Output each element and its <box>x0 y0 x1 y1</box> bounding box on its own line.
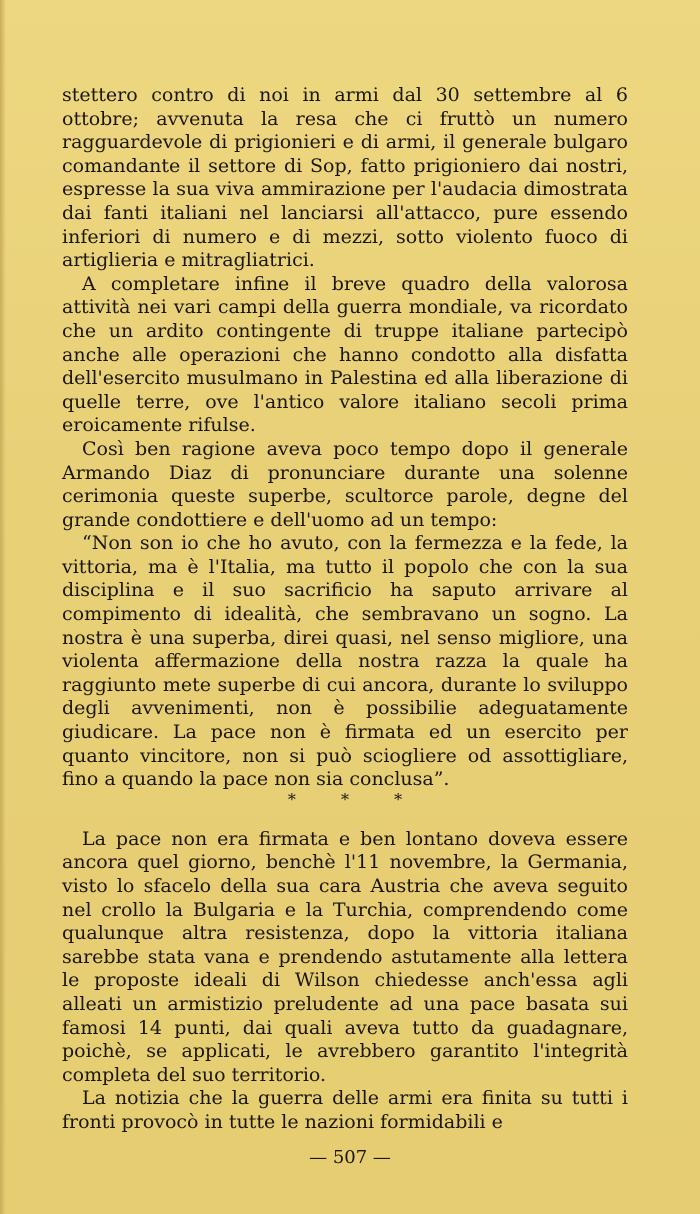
paragraph: La pace non era firmata e ben lontano doveva essere ancora quel giorno, benchè l'11 novembre, la Germania, visto lo sfacelo della sua cara Austria che aveva seguito nel crollo la Bulgaria e la Turchia, comprendendo come qualunque altra resistenza, dopo la vittoria italiana sarebbe stata vana e prendendo astutamente alla lettera le proposte ideali di Wilson chiedesse anch'essa agli alleati un armistizio preludente ad una pace basata sui famosi 14 punti, dai quali aveva tutto da guadagnare, poichè, se applicati, le avrebbero garantito l'integrità completa del suo territorio. <box>62 827 628 1086</box>
paragraph: La notizia che la guerra delle armi era finita su tutti i fronti provocò in tutte le nazioni formidabili e <box>62 1087 628 1133</box>
paragraph: A completare infine il breve quadro della valorosa attività nei vari campi della guerra mondiale, va ricordato che un ardito contingente di truppe italiane partecipò anche alle operazioni che hanno condotto alla disfatta dell'esercito musulmano in Palestina ed alla liberazione di quelle terre, ove l'antico valore italiano secoli prima eroicamente rifulse. <box>62 272 628 437</box>
page-number: — 507 — <box>309 1147 391 1168</box>
section-separator: * * * <box>287 789 423 809</box>
paragraph: stettero contro di noi in armi dal 30 settembre al 6 ottobre; avvenuta la resa che ci fruttò un numero ragguardevole di prigionieri e di armi, il generale bulgaro comandante il settore di Sop, fatto prigioniero dai nostri, espresse la sua viva ammirazione per l'audacia dimostrata dai fanti italiani nel lanciarsi all'attacco, pure essendo inferiori di numero e di mezzi, sotto violento fuoco di artiglieria e mitragliatrici. <box>62 84 628 272</box>
quote-paragraph: “Non son io che ho avuto, con la fermezza e la fede, la vittoria, ma è l'Italia, ma tutto il popolo che con la sua disciplina e il suo sacrificio ha saputo arrivare al compimento di idealità, che sembravano un sogno. La nostra è una superba, direi quasi, nel senso migliore, una violenta affermazione della nostra razza la quale ha raggiunto mete superbe di cui ancora, durante lo sviluppo degli avvenimenti, non è possibilie adeguatamente giudicare. La pace non è firmata ed un esercito per quanto vincitore, non si può sciogliere od assottigliare, fino a quando la pace non sia conclusa”. <box>62 532 628 791</box>
paragraph: Così ben ragione aveva poco tempo dopo il generale Armando Diaz di pronunciare durante una solenne cerimonia queste superbe, scultorce parole, degne del grande condottiere e dell'uomo ad un tempo: <box>62 437 628 531</box>
page-text <box>62 84 628 1135</box>
page-binding-edge <box>0 0 6 1214</box>
